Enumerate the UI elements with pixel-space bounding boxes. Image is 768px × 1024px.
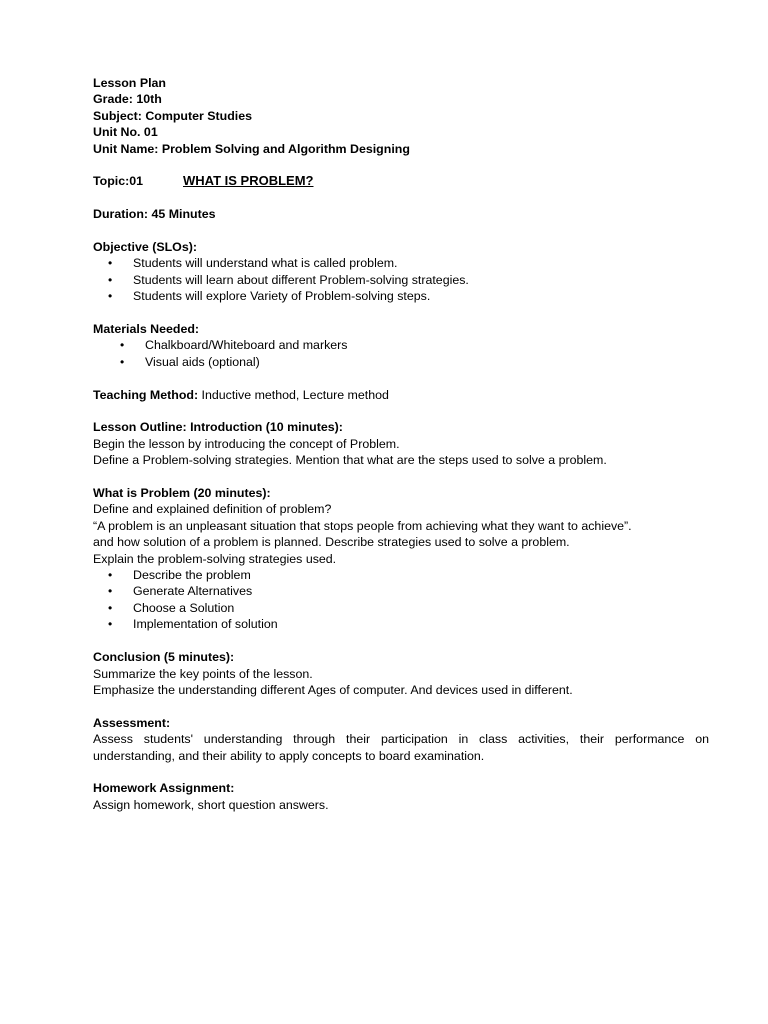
teaching-method-line xyxy=(93,387,709,403)
list-item xyxy=(93,583,709,599)
lesson-plan-content xyxy=(93,75,709,813)
assessment-heading: Assessment: xyxy=(93,715,171,730)
list-item xyxy=(93,616,709,632)
materials-list xyxy=(93,337,709,370)
duration-line: Duration: 45 Minutes xyxy=(93,207,216,222)
outline-heading: Lesson Outline: Introduction (10 minutes): xyxy=(93,420,343,435)
unit-name-line: Unit Name: Problem Solving and Algorithm Designing xyxy=(93,141,410,156)
list-item xyxy=(93,272,709,288)
material-text: Chalkboard/Whiteboard and markers xyxy=(145,338,348,353)
objective-text: Students will understand what is called problem. xyxy=(133,256,398,271)
objectives-list xyxy=(93,255,709,304)
subject-line: Subject: Computer Studies xyxy=(93,108,253,123)
teaching-method-label: Teaching Method: xyxy=(93,387,199,402)
bullet-icon: • xyxy=(108,568,113,583)
bullet-icon: • xyxy=(108,584,113,599)
topic-label: Topic:01 xyxy=(93,174,144,189)
doc-title: Lesson Plan xyxy=(93,76,166,90)
conclusion-heading: Conclusion (5 minutes): xyxy=(93,650,235,665)
conclusion-line: Summarize the key points of the lesson. xyxy=(93,666,313,681)
conclusion-line: Emphasize the understanding different Ages of computer. And devices used in different. xyxy=(93,682,573,697)
list-item xyxy=(93,354,709,370)
assessment-line: Assess students' understanding through their participation in class activities, their performance on xyxy=(93,732,709,747)
teaching-method-value: Inductive method, Lecture method xyxy=(198,387,389,402)
what-is-problem-line: and how solution of a problem is planned. Describe strategies used to solve a problem. xyxy=(93,535,570,550)
materials-heading: Materials Needed: xyxy=(93,322,200,337)
objectives-heading: Objective (SLOs): xyxy=(93,240,197,255)
list-item xyxy=(93,600,709,616)
topic-row xyxy=(93,173,709,189)
assessment-line: understanding, and their ability to apply concepts to board examination. xyxy=(93,748,485,763)
definition-quote: “A problem is an unpleasant situation that stops people from achieving what they want to achieve”. xyxy=(93,518,632,533)
bullet-icon: • xyxy=(108,600,113,615)
bullet-icon: • xyxy=(108,617,113,632)
objective-text: Students will learn about different Problem-solving strategies. xyxy=(133,272,469,287)
bullet-icon: • xyxy=(108,289,113,304)
outline-line: Begin the lesson by introducing the concept of Problem. xyxy=(93,436,400,451)
homework-text: Assign homework, short question answers. xyxy=(93,797,329,812)
what-is-problem-heading: What is Problem (20 minutes): xyxy=(93,486,271,501)
objective-text: Students will explore Variety of Problem-solving steps. xyxy=(133,289,431,304)
bullet-icon: • xyxy=(108,256,113,271)
strategy-text: Describe the problem xyxy=(133,568,251,583)
list-item xyxy=(93,567,709,583)
homework-heading: Homework Assignment: xyxy=(93,781,235,796)
list-item xyxy=(93,255,709,271)
strategy-text: Choose a Solution xyxy=(133,600,235,615)
strategies-list xyxy=(93,567,709,633)
what-is-problem-line: Define and explained definition of problem? xyxy=(93,502,332,517)
strategy-text: Implementation of solution xyxy=(133,617,278,632)
bullet-icon: • xyxy=(120,338,125,353)
bullet-icon: • xyxy=(120,354,125,369)
unit-number-line: Unit No. 01 xyxy=(93,125,158,140)
what-is-problem-line: Explain the problem-solving strategies used. xyxy=(93,551,337,566)
topic-title: WHAT IS PROBLEM? xyxy=(183,173,314,189)
strategy-text: Generate Alternatives xyxy=(133,584,253,599)
bullet-icon: • xyxy=(108,272,113,287)
outline-line: Define a Problem-solving strategies. Mention that what are the steps used to solve a problem. xyxy=(93,453,607,468)
list-item xyxy=(93,337,709,353)
list-item xyxy=(93,288,709,304)
material-text: Visual aids (optional) xyxy=(145,354,260,369)
grade-line: Grade: 10th xyxy=(93,92,162,107)
